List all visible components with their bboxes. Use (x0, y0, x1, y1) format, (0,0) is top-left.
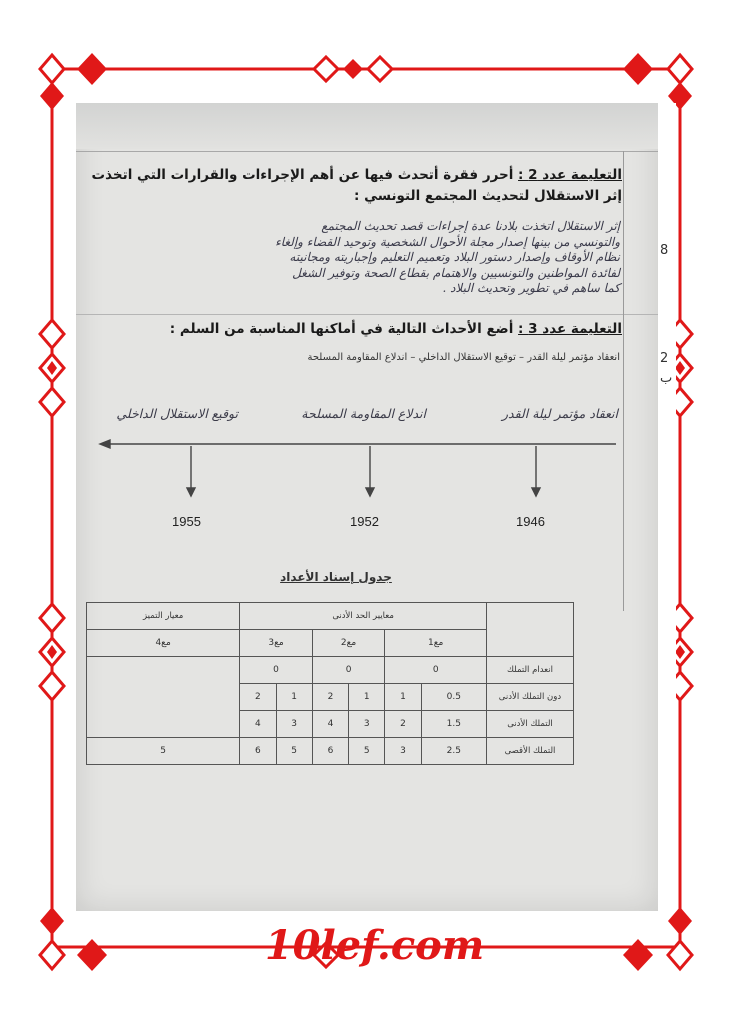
table-cell-empty (87, 657, 240, 738)
timeline-event: انعقاد مؤتمر ليلة القدر (502, 406, 618, 421)
table-cell: 1 (349, 684, 385, 711)
table-cell: 1 (276, 684, 312, 711)
tick-arrow (366, 488, 374, 496)
timeline-arrow-head (100, 440, 110, 448)
margin-char: ب (660, 371, 673, 386)
question-2 (82, 165, 622, 207)
timeline-year: 1955 (172, 514, 201, 529)
criterion-2: مع2 (312, 630, 385, 657)
table-cell: 2 (312, 684, 348, 711)
table-cell: 1 (385, 684, 421, 711)
page-top-shadow (76, 103, 658, 149)
table-cell: 5 (87, 738, 240, 765)
table-cell: 0 (312, 657, 385, 684)
header-excellence: معيار التميز (87, 603, 240, 630)
tick-arrow (532, 488, 540, 496)
question-3-text: أضع الأحداث التالية في أماكنها المناسبة من السلم : (169, 321, 514, 337)
row-label: دون التملك الأدنى (487, 684, 574, 711)
margin-char: 2 (660, 351, 669, 366)
table-cell: 0 (385, 657, 487, 684)
row-label: التملك الأقصى (487, 738, 574, 765)
table-cell: 6 (240, 738, 276, 765)
adjacent-page-edge (658, 103, 676, 911)
answer-line: إثر الاستقلال اتخذت بلادنا عدة إجراءات قصد تحديث المجتمع (321, 219, 620, 233)
table-cell: 5 (276, 738, 312, 765)
table-cell: 0 (240, 657, 313, 684)
header-min-criteria: معايير الحد الأدنى (240, 603, 487, 630)
table-row (87, 603, 574, 630)
tick-arrow (187, 488, 195, 496)
timeline-event: اندلاع المقاومة المسلحة (301, 406, 426, 421)
row-label: التملك الأدنى (487, 711, 574, 738)
criterion-1: مع1 (385, 630, 487, 657)
criterion-4: مع4 (87, 630, 240, 657)
divider-line (76, 151, 658, 152)
table-cell: 2 (385, 711, 421, 738)
margin-char: 8 (660, 243, 669, 258)
margin-line (623, 151, 624, 611)
question-2-text: أحرر فقرة أتحدث فيها عن أهم الإجراءات والقرارات التي اتخذت إثر الاستقلال لتحديث المجتمع التونسي : (91, 167, 622, 204)
timeline-event: توقيع الاستقلال الداخلي (116, 406, 238, 421)
scanned-exam-page (76, 103, 658, 911)
grading-table (86, 602, 574, 765)
answer-line: كما ساهم في تطوير وتحديث البلاد . (442, 281, 620, 295)
divider-line (76, 314, 658, 315)
row-label: انعدام التملك (487, 657, 574, 684)
criterion-3: مع3 (240, 630, 313, 657)
table-cell: 3 (276, 711, 312, 738)
table-cell: 5 (349, 738, 385, 765)
table-cell-empty (487, 603, 574, 657)
table-row (87, 738, 574, 765)
table-cell: 2 (240, 684, 276, 711)
table-cell: 1.5 (421, 711, 486, 738)
question-2-number: التعليمة عدد 2 : (518, 167, 622, 183)
table-cell: 0.5 (421, 684, 486, 711)
table-row (87, 657, 574, 684)
timeline-year: 1946 (516, 514, 545, 529)
events-list: انعقاد مؤتمر ليلة القدر – توقيع الاستقلال الداخلي – اندلاع المقاومة المسلحة (307, 352, 620, 363)
question-2-answer (80, 219, 620, 297)
grading-table-title: جدول إسناد الأعداد (280, 570, 392, 584)
watermark-logo: 10lef.com (264, 922, 485, 969)
table-cell: 4 (312, 711, 348, 738)
table-cell: 3 (385, 738, 421, 765)
table-cell: 4 (240, 711, 276, 738)
answer-line: والتونسي من بينها إصدار مجلة الأحوال الشخصية وتوحيد القضاء وإلغاء (275, 234, 620, 249)
timeline-axis (76, 428, 658, 508)
table-cell: 3 (349, 711, 385, 738)
table-cell: 2.5 (421, 738, 486, 765)
table-cell: 6 (312, 738, 348, 765)
timeline-year: 1952 (350, 514, 379, 529)
answer-line: لفائدة المواطنين والتونسيين والاهتمام بقطاع الصحة وتوفير الشغل (292, 265, 620, 280)
answer-line: نظام الأوقاف وإصدار دستور البلاد وتعميم التعليم وإجباريته ومجانيته (289, 250, 620, 264)
question-3-number: التعليمة عدد 3 : (518, 321, 622, 337)
question-3 (82, 321, 622, 337)
